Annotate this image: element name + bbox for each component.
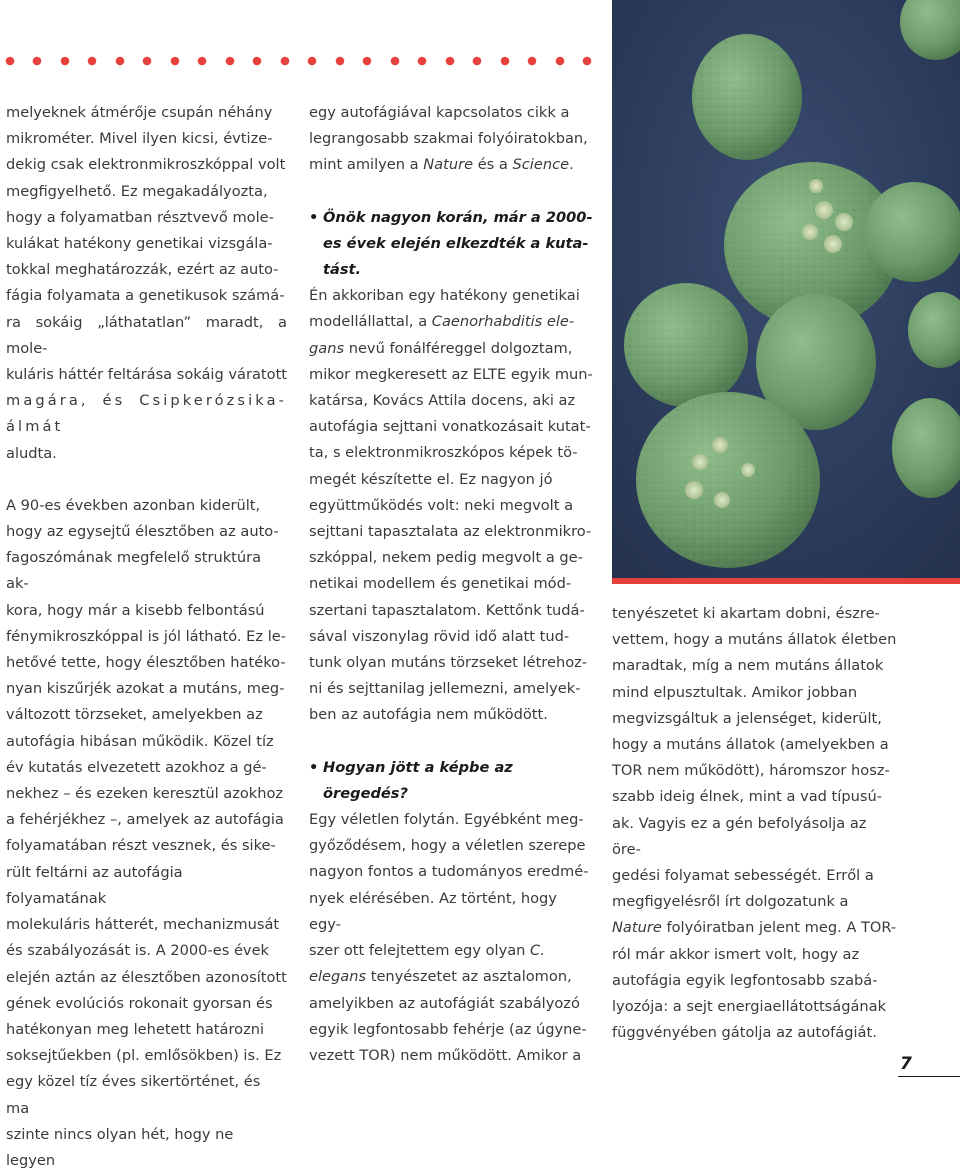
text-fragment: folyóiratban jelent meg. A TOR- bbox=[661, 919, 897, 937]
text-column-3 bbox=[612, 601, 897, 1046]
question-line: Hogyan jött a képbe az öregedés? bbox=[323, 758, 513, 802]
text-line: ra sokáig „láthatatlan” maradt, a mole- bbox=[6, 313, 287, 357]
text-line: tokkal meghatározzák, ezért az auto- bbox=[6, 261, 279, 279]
text-fragment: és a bbox=[473, 156, 513, 174]
text-fragment: szer ott felejtettem egy olyan bbox=[309, 942, 531, 960]
text-line: hogy a mutáns állatok (amelyekben a bbox=[612, 736, 889, 754]
text-line: soksejtűekben (pl. emlősökben) is. Ez bbox=[6, 1047, 282, 1065]
text-line: mikor megkeresett az ELTE egyik mun- bbox=[309, 365, 593, 383]
text-line: ról már akkor ismert volt, hogy az bbox=[612, 945, 860, 963]
text-line: év kutatás elvezetett azokhoz a gé- bbox=[6, 758, 267, 776]
text-line: mint amilyen a bbox=[309, 156, 424, 174]
text-line: együttműködés volt: neki megvolt a bbox=[309, 496, 574, 514]
text-line: egyik legfontosabb fehérje (az úgyne- bbox=[309, 1020, 587, 1038]
decorative-dot-row bbox=[0, 50, 610, 72]
text-line: hogy az egysejtű élesztőben az auto- bbox=[6, 523, 279, 541]
text-line: vezett TOR) nem működött. Amikor a bbox=[309, 1046, 582, 1064]
text-line: autofágia sejttani vonatkozásait kutat- bbox=[309, 418, 591, 436]
text-fragment: nevű fonálféreggel dolgoztam, bbox=[344, 339, 573, 357]
yeast-cells-micrograph-image bbox=[612, 0, 960, 584]
text-line: maradtak, míg a nem mutáns állatok bbox=[612, 657, 884, 675]
text-column-1 bbox=[6, 100, 287, 1174]
text-line: dekig csak elektronmikroszkóppal volt bbox=[6, 156, 286, 174]
interview-answer bbox=[309, 283, 593, 728]
journal-name: Science bbox=[512, 156, 570, 174]
text-line: megét készítette el. Ez nagyon jó bbox=[309, 470, 553, 488]
text-line: szinte nincs olyan hét, hogy ne legyen bbox=[6, 1125, 234, 1169]
page-number: 7 bbox=[900, 1054, 912, 1074]
bullet-icon: • bbox=[309, 758, 319, 776]
text-line: szabb ideig élnek, mint a vad típusú- bbox=[612, 788, 882, 806]
text-line: tenyészetet ki akartam dobni, észre- bbox=[612, 605, 880, 622]
text-line: fagoszómának megfelelő struktúra ak- bbox=[6, 549, 262, 593]
journal-name: Nature bbox=[423, 156, 474, 174]
text-line: tunk olyan mutáns törzseket létrehoz- bbox=[309, 654, 588, 672]
interview-answer bbox=[309, 807, 593, 1069]
text-line: nagyon fontos a tudományos eredmé- bbox=[309, 863, 589, 881]
interview-question bbox=[309, 205, 593, 284]
text-line: mind elpusztultak. Amikor jobban bbox=[612, 683, 858, 701]
text-line: ak. Vagyis ez a gén befolyásolja az öre- bbox=[612, 814, 867, 858]
text-line: magára, és Csipkerózsika-álmát bbox=[6, 392, 287, 436]
text-line: a fehérjékhez –, amelyek az autofágia bbox=[6, 811, 284, 829]
text-line: mikrométer. Mivel ilyen kicsi, évtize- bbox=[6, 130, 273, 148]
dot-pattern bbox=[6, 57, 592, 66]
paragraph bbox=[6, 493, 287, 1174]
text-line: Én akkoriban egy hatékony genetikai bbox=[309, 287, 580, 305]
text-column-2 bbox=[309, 100, 593, 1069]
text-line: sejttani tapasztalata az elektronmikro- bbox=[309, 523, 592, 541]
text-line: szkóppal, nekem pedig megvolt a ge- bbox=[309, 549, 583, 567]
text-line: megfigyelésről írt dolgozatunk a bbox=[612, 893, 849, 911]
text-line: netikai modellem és genetikai mód- bbox=[309, 575, 572, 593]
text-line: TOR nem működött), háromszor hosz- bbox=[612, 762, 890, 780]
species-name: C. bbox=[530, 942, 545, 960]
text-line: Egy véletlen folytán. Egyébként meg- bbox=[309, 811, 584, 829]
text-line: katársa, Kovács Attila docens, aki az bbox=[309, 392, 576, 410]
text-line: autofágia egyik legfontosabb szabá- bbox=[612, 971, 878, 989]
text-line: gedési folyamat sebességét. Erről a bbox=[612, 867, 874, 885]
text-line: ben az autofágia nem működött. bbox=[309, 706, 548, 724]
text-fragment: . bbox=[569, 156, 574, 174]
text-line: függvényében gátolja az autofágiát. bbox=[612, 1024, 877, 1042]
paragraph bbox=[309, 100, 593, 179]
text-line: hatékonyan meg lehetett határozni bbox=[6, 1020, 265, 1038]
text-fragment: modellállattal, a bbox=[309, 313, 432, 331]
text-line: változott törzseket, amelyekben az bbox=[6, 706, 263, 724]
interview-question bbox=[309, 755, 593, 807]
species-name: elegans bbox=[309, 968, 367, 986]
text-line: egy közel tíz éves sikertörténet, és ma bbox=[6, 1073, 261, 1117]
text-line: ni és sejttanilag jellemezni, amelyek- bbox=[309, 680, 581, 698]
text-line: folyamatában részt vesznek, és sike- bbox=[6, 837, 276, 855]
text-line: és szabályozását is. A 2000-es évek bbox=[6, 942, 269, 960]
text-line: egy autofágiával kapcsolatos cikk a bbox=[309, 104, 570, 121]
paragraph bbox=[6, 100, 287, 467]
text-line: lyozója: a sejt energiaellátottságának bbox=[612, 998, 887, 1016]
text-line: kora, hogy már a kisebb felbontású bbox=[6, 601, 265, 619]
text-line: melyeknek átmérője csupán néhány bbox=[6, 104, 273, 121]
text-line: rült feltárni az autofágia folyamatának bbox=[6, 863, 183, 907]
text-line: nyek elérésében. Az történt, hogy egy- bbox=[309, 889, 557, 933]
text-line: kuláris háttér feltárása sokáig váratott bbox=[6, 366, 288, 384]
text-line: szertani tapasztalatom. Kettőnk tudá- bbox=[309, 601, 585, 619]
text-line: hetővé tette, hogy élesztőben hatéko- bbox=[6, 654, 286, 672]
text-line: nyan kiszűrjék azokat a mutáns, meg- bbox=[6, 680, 285, 698]
text-line: megvizsgáltuk a jelenséget, kiderült, bbox=[612, 709, 882, 727]
text-line: megfigyelhető. Ez megakadályozta, bbox=[6, 182, 268, 200]
text-line: kulákat hatékony genetikai vizsgála- bbox=[6, 235, 273, 253]
text-line: győződésem, hogy a véletlen szerepe bbox=[309, 837, 586, 855]
text-line: amelyikben az autofágiát szabályozó bbox=[309, 994, 580, 1012]
question-line: es évek elején elkezdték a kuta- bbox=[323, 234, 589, 252]
species-name: gans bbox=[309, 339, 345, 357]
page-number-rule bbox=[898, 1076, 960, 1077]
text-fragment: tenyészetet az asztalomon, bbox=[366, 968, 572, 986]
text-line: gének evolúciós rokonait gyorsan és bbox=[6, 994, 273, 1012]
text-line: nekhez – és ezeken keresztül azokhoz bbox=[6, 785, 284, 803]
species-name: Caenorhabditis ele- bbox=[431, 313, 575, 331]
text-line: vettem, hogy a mutáns állatok életben bbox=[612, 631, 897, 649]
bullet-icon: • bbox=[309, 208, 319, 226]
journal-name: Nature bbox=[612, 919, 662, 937]
photo-accent-border bbox=[612, 578, 960, 584]
text-line: molekuláris hátterét, mechanizmusát bbox=[6, 916, 280, 934]
text-line: aludta. bbox=[6, 444, 57, 462]
text-line: A 90-es években azonban kiderült, bbox=[6, 496, 261, 514]
text-line: ta, s elektronmikroszkópos képek tö- bbox=[309, 444, 578, 462]
text-line: autofágia hibásan működik. Közel tíz bbox=[6, 732, 274, 750]
paragraph bbox=[612, 601, 897, 1046]
text-line: hogy a folyamatban résztvevő mole- bbox=[6, 208, 274, 226]
text-line: fénymikroszkóppal is jól látható. Ez le- bbox=[6, 627, 286, 645]
question-line: Önök nagyon korán, már a 2000- bbox=[323, 208, 593, 226]
text-line: fágia folyamata a genetikusok számá- bbox=[6, 287, 285, 305]
question-line: tást. bbox=[323, 261, 362, 279]
micrograph-illustration bbox=[612, 0, 960, 584]
text-line: elején aztán az élesztőben azonosított bbox=[6, 968, 287, 986]
text-line: legrangosabb szakmai folyóiratokban, bbox=[309, 130, 588, 148]
text-line: sával viszonylag rövid idő alatt tud- bbox=[309, 627, 570, 645]
